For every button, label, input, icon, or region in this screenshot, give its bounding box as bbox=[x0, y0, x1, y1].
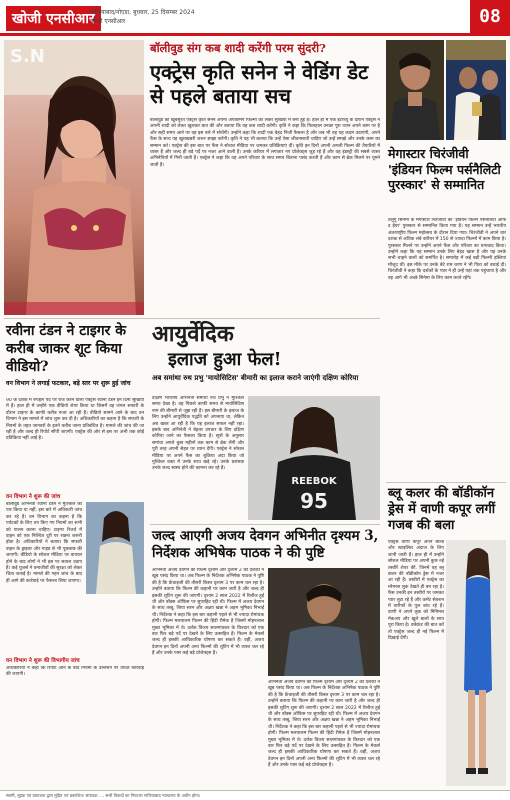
chiranjeevi-photo-left bbox=[386, 40, 444, 140]
shirt-number-text: 95 bbox=[300, 489, 328, 513]
kapoor-body: एक्ट्रेस वाणी कपूर अपने बोल्ड और स्टाइलिश अंदाज के लिए जानी जाती हैं। हाल ही में उन्होंने सोशल मीडिया पर अपनी कुछ नई तस्वीरें शेयर कीं, जिनमें वह ब्लू कलर की बॉडीकॉन ड्रेस में नजर आ रही हैं। तस्वीरों में एक्ट्रेस का ग्लैमरस लुक देखते ही बन रहा है। फैंस उनकी इन तस्वीरों पर जमकर प्यार लुटा रहे हैं और कमेंट सेक्शन में तारीफों के पुल बांध रहे हैं। वाणी ने अपने लुक को मिनिमल मेकअप और खुले बालों के साथ पूरा किया है। वर्कफ्रंट की बात करें तो एक्ट्रेस जल्द ही नई फिल्म में दिखाई देंगी। bbox=[388, 540, 444, 642]
masthead-title: खोजी एनसीआर bbox=[6, 6, 101, 31]
chiranjeevi-photo-right bbox=[446, 40, 506, 140]
raveena-subhead: वन विभाग ने शुरू की जांच bbox=[6, 494, 61, 500]
shirt-brand-text: REEBOK bbox=[291, 476, 337, 487]
raveena-body-3: अधिकारियों ने कहा कि रिपोर्ट आने के बाद नियमों के उल्लंघन पर उचित कार्रवाई की जाएगी। bbox=[6, 666, 144, 678]
ajay-devgn-portrait bbox=[268, 568, 380, 676]
drishyam-photo bbox=[268, 568, 380, 676]
raveena-headline: रवीना टंडन ने टाइगर के करीब जाकर शूट किया वीडियो? bbox=[6, 323, 127, 375]
drishyam-headline: जल्द आएगी अजय देवगन अभिनीत दृश्यम 3, निर्देशक अभिषेक पाठक ने की पुष्टि bbox=[152, 528, 379, 561]
kriti-headline: एक्ट्रेस कृति सनेन ने वेडिंग डेट से पहले बताया सच bbox=[150, 60, 369, 108]
raveena-portrait bbox=[86, 502, 144, 594]
raveena-body-1: 90 के दशक में रुपहले पर्दे पर राज करने वाली एक्ट्रेस रवीना टंडन इन दिनों सुर्खियों में हैं। हाल ही में उन्होंने एक वीडियो शेयर किया था जिसमें वह जंगल सफारी के दौरान टाइगर के काफी करीब नजर आ रही हैं। वीडियो सामने आने के बाद वन विभाग ने इस मामले में जांच शुरू कर दी है। अधिकारियों का कहना है कि सफारी के नियमों के तहत जानवरों के इतने करीब जाना प्रतिबंधित है। मामले की जांच की जा रही है और जल्द ही रिपोर्ट सौंपी जाएगी। एक्ट्रेस की ओर से इस पर अभी तक कोई प्रतिक्रिया नहीं आई है। bbox=[6, 398, 144, 442]
raveena-photo bbox=[86, 502, 144, 594]
raveena-subhead-2: वन विभाग ने शुरू की विभागीय जांच bbox=[6, 658, 80, 664]
kriti-portrait-illustration bbox=[4, 40, 144, 315]
kriti-body: बॉलीवुड की खूबसूरत एक्ट्रेस कृति सेनन अपनी अपकमिंग फिल्मों को लेकर सुर्खियों में बनी हुई हैं। हाल ही में एक इंटरव्यू के दौरान एक्ट्रेस ने अपनी शादी को लेकर खुलकर बात की और बताया कि वह कब शादी करेंगी। कृति ने कहा कि फिलहाल उनका पूरा ध्यान अपने काम पर है और सही समय आने पर वह इस बारे में सोचेंगी। उन्होंने कहा कि शादी एक बेहद निजी फैसला है और जब भी वह यह कदम उठाएंगी, अपने फैंस के साथ यह खुशखबरी जरूर साझा करेंगी। कृति ने यह भी बताया कि उन्हें ऐसा जीवनसाथी चाहिए जो उन्हें समझे और उनके काम का सम्मान करे। एक्ट्रेस की इस बात पर फैंस ने सोशल मीडिया पर जमकर प्रतिक्रियाएं दीं। कृति इन दिनों अपनी अगली फिल्म की तैयारियों में व्यस्त हैं और जल्द ही बड़े पर्दे पर नजर आने वाली हैं। उनके करियर में लगातार नए प्रोजेक्ट्स जुड़ रहे हैं और वह इंडस्ट्री की सबसे व्यस्त अभिनेत्रियों में गिनी जाती हैं। एक्ट्रेस ने कहा कि वह अपने परिवार के साथ समय बिताना पसंद करती हैं और काम से ब्रेक मिलने पर घूमने जाती हैं। bbox=[150, 118, 380, 168]
masthead-date: गाजियाबाद/नोएडा, बुधवार, 25 दिसम्बर 2024 bbox=[90, 9, 195, 16]
svg-text:S.N: S.N bbox=[10, 46, 45, 67]
samantha-photo bbox=[248, 396, 380, 520]
kapoor-photo bbox=[446, 540, 506, 786]
page-number: 08 bbox=[470, 0, 510, 33]
masthead bbox=[0, 0, 510, 36]
masthead-meta bbox=[90, 8, 195, 26]
kriti-kicker: बॉलीवुड संग कब शादी करेंगी परम सुंदरी? bbox=[150, 41, 326, 55]
chiranjeevi-headline: मेगास्टार चिरंजीवी 'इंडियन फिल्म पर्सनैलिटी पुरस्कार' से सम्मानित bbox=[388, 146, 501, 192]
vaani-kapoor-illustration bbox=[446, 540, 506, 786]
drishyam-body-continued: अभिनेता अजय देवगन की फिल्म दृश्यम और दृश्यम 2 को दर्शकों ने खूब पसंद किया था। अब फिल्म के निर्देशक अभिषेक पाठक ने पुष्टि की है कि फ्रेंचाइजी की तीसरी किस्त दृश्यम 3 पर काम चल रहा है। उन्होंने बताया कि फिल्म की कहानी पर काम जारी है और जल्द ही इसकी शूटिंग शुरू की जाएगी। दृश्यम 2 साल 2022 में रिलीज हुई थी और बॉक्स ऑफिस पर सुपरहिट रही थी। फिल्म में अजय देवगन के साथ तब्बू, श्रिया सरन और अक्षय खन्ना ने अहम भूमिका निभाई थी। निर्देशक ने कहा कि इस बार कहानी पहले से भी ज्यादा रोमांचक होगी। फिल्म मलयालम फिल्म की हिंदी रीमेक है जिसमें मोहनलाल मुख्य भूमिका में थे। दर्शक विजय सालगांवकर के किरदार को एक बार फिर बड़े पर्दे पर देखने के लिए उत्साहित हैं। फिल्म के मेकर्स जल्द ही इसकी आधिकारिक घोषणा कर सकते हैं। वहीं, अजय देवगन इन दिनों अपनी अन्य फिल्मों की शूटिंग में भी व्यस्त चल रहे हैं और उनके पास कई बड़े प्रोजेक्ट्स हैं। bbox=[268, 680, 380, 769]
samantha-headline-2: इलाज हुआ फेल! bbox=[168, 349, 282, 370]
samantha-body: दक्षिण भारतीय अभिनेत्री समांथा रुथ प्रभु ने मुश्किल समय देखा है। वह पिछले काफी समय से मायोसिटिस नाम की बीमारी से जूझ रही हैं। इस बीमारी के इलाज के लिए उन्होंने आयुर्वेदिक पद्धति को अपनाया था, लेकिन अब खबर आ रही है कि यह इलाज सफल नहीं रहा। इसके बाद अभिनेत्री ने बेहतर उपचार के लिए दक्षिण कोरिया जाने का फैसला किया है। सूत्रों के अनुसार समांथा अगले कुछ महीनों तक काम से ब्रेक लेंगी और पूरी तरह अपनी सेहत पर ध्यान देंगी। एक्ट्रेस ने सोशल मीडिया पर अपने फैंस का शुक्रिया अदा किया जो मुश्किल वक्त में उनके साथ खड़े रहे। उनके प्रशंसक उनके जल्द स्वस्थ होने की कामना कर रहे हैं। bbox=[152, 396, 244, 472]
chiranjeevi-body: तेलुगु सिनेमा के मेगास्टार चिरंजीवी को 'इंडियन फिल्म पर्सनैलिटी ऑफ द ईयर' पुरस्कार से सम्मानित किया गया है। यह सम्मान उन्हें भारतीय अंतरराष्ट्रीय फिल्म महोत्सव के दौरान दिया गया। चिरंजीवी ने अपने चार दशक से अधिक लंबे करियर में 150 से ज्यादा फिल्मों में काम किया है। पुरस्कार मिलने पर उन्होंने अपने फैंस और परिवार का धन्यवाद किया। उन्होंने कहा कि यह सम्मान उनके लिए बेहद खास है और यह उनके सभी चाहने वालों को समर्पित है। समारोह में कई बड़ी फिल्मी हस्तियां मौजूद थीं। इस मौके पर उनके बेटे राम चरण ने भी पिता को बधाई दी। चिरंजीवी ने कहा कि दर्शकों के प्यार ने ही उन्हें यहां तक पहुंचाया है और वह आगे भी अच्छे सिनेमा के लिए काम करते रहेंगे। bbox=[388, 218, 506, 281]
award-ceremony-illustration bbox=[446, 40, 506, 140]
section-divider-3 bbox=[386, 482, 506, 483]
samantha-headline-1: आयुर्वेदिक bbox=[152, 321, 234, 347]
drishyam-body-cont bbox=[268, 680, 380, 786]
samantha-dek: अब समांथा रुथ प्रभु 'मायोसिटिस' बीमारी का इलाज कराने जाएंगी दक्षिण कोरिया bbox=[152, 374, 359, 382]
section-divider-2 bbox=[150, 524, 380, 525]
kapoor-headline: ब्लू कलर की बॉडीकॉन ड्रेस में वाणी कपूर लगीं गजब की बला bbox=[388, 486, 496, 533]
section-divider bbox=[4, 318, 380, 319]
drishyam-body: अभिनेता अजय देवगन की फिल्म दृश्यम और दृश्यम 2 को दर्शकों ने खूब पसंद किया था। अब फिल्म के निर्देशक अभिषेक पाठक ने पुष्टि की है कि फ्रेंचाइजी की तीसरी किस्त दृश्यम 3 पर काम चल रहा है। उन्होंने बताया कि फिल्म की कहानी पर काम जारी है और जल्द ही इसकी शूटिंग शुरू की जाएगी। दृश्यम 2 साल 2022 में रिलीज हुई थी और बॉक्स ऑफिस पर सुपरहिट रही थी। फिल्म में अजय देवगन के साथ तब्बू, श्रिया सरन और अक्षय खन्ना ने अहम भूमिका निभाई थी। निर्देशक ने कहा कि इस बार कहानी पहले से भी ज्यादा रोमांचक होगी। फिल्म मलयालम फिल्म की हिंदी रीमेक है जिसमें मोहनलाल मुख्य भूमिका में थे। दर्शक विजय सालगांवकर के किरदार को एक बार फिर बड़े पर्दे पर देखने के लिए उत्साहित हैं। फिल्म के मेकर्स जल्द ही इसकी आधिकारिक घोषणा कर सकते हैं। वहीं, अजय देवगन इन दिनों अपनी अन्य फिल्मों की शूटिंग में भी व्यस्त चल रहे हैं और उनके पास कई बड़े प्रोजेक्ट्स हैं। bbox=[152, 568, 264, 657]
masthead-tagline: खोजी एनसीआर bbox=[90, 18, 126, 25]
kriti-photo bbox=[4, 40, 144, 315]
imprint-footer: स्वामी, मुद्रक एवं प्रकाशक द्वारा मुद्रित एवं प्रकाशित। संपादक: ... सभी विवादों का निपटारा गाजियाबाद न्यायालय के अधीन होगा। bbox=[0, 790, 510, 800]
raveena-body-2: बॉलीवुड अभिनेत्री रवीना टंडन ने मुश्किल को पार किया या नहीं, इस बारे में अधिकारी जांच कर रहे हैं। वन विभाग का कहना है कि पर्यटकों के लिए तय किए गए नियमों का सभी को पालन करना चाहिए। टाइगर रिजर्व में वाहन को एक निश्चित दूरी पर रखना जरूरी होता है। अधिकारियों ने बताया कि सफारी वाहन के ड्राइवर और गाइड से भी पूछताछ की जाएगी। वीडियो के सोशल मीडिया पर वायरल होने के बाद लोगों ने भी इस पर सवाल उठाए हैं। कई यूजर्स ने वन्यजीवों की सुरक्षा को लेकर चिंता जताई है। मामले की गहन जांच के बाद ही आगे की कार्रवाई पर फैसला लिया जाएगा। bbox=[6, 502, 82, 584]
samantha-portrait bbox=[248, 396, 380, 520]
chiranjeevi-portrait bbox=[386, 40, 444, 140]
raveena-dek: वन विभाग ने लगाई फटकार, बड़े स्तर पर शुरू हुई जांच bbox=[6, 380, 131, 387]
